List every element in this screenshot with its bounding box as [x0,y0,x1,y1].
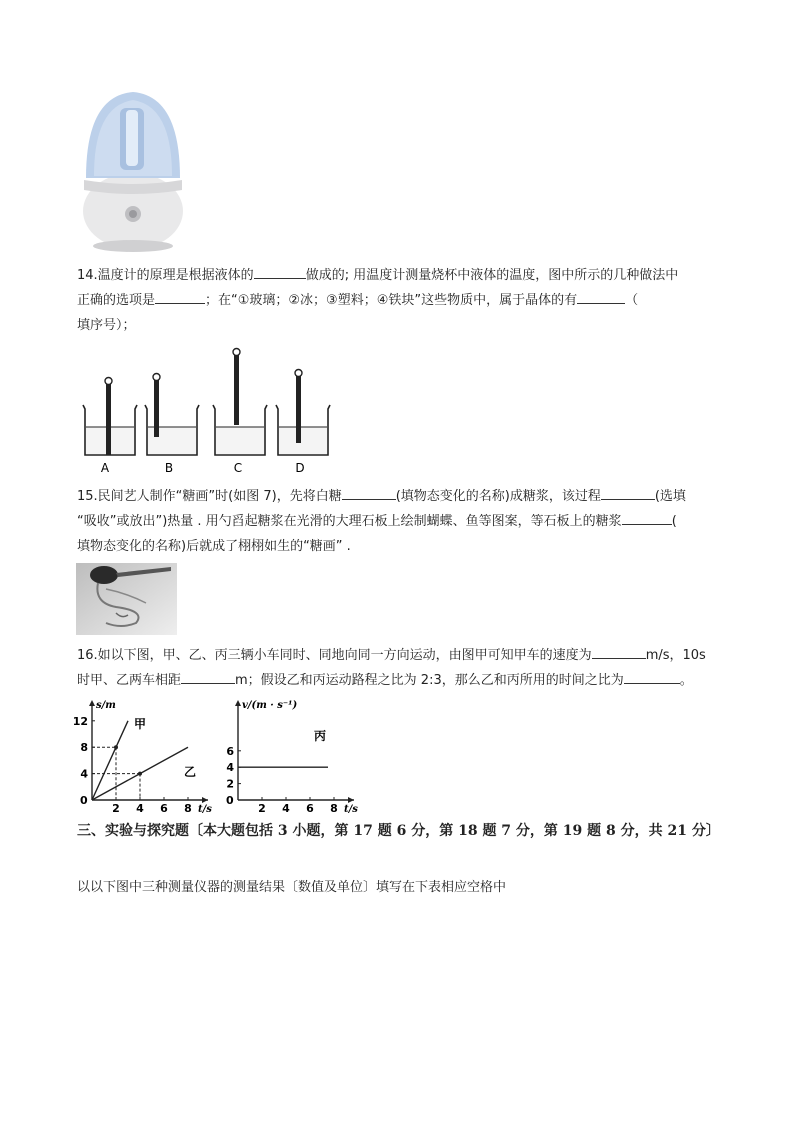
q16-text-1: 16.如以下图，甲、乙、丙三辆小车同时、同地向同一方向运动，由图甲可知甲车的速度为 [77,648,592,663]
x-tick-label: 2 [258,802,266,815]
y-axis-label: v/(m · s⁻¹) [242,700,298,711]
q16-blank-2[interactable] [181,669,235,684]
x-tick-label: 4 [136,802,144,815]
y-axis-arrow [89,700,95,706]
q14-text-4: ；在“①玻璃；②冰；③塑料；④铁块”这些物质中，属于晶体的有 [205,293,578,308]
q14-blank-3[interactable] [577,289,625,304]
question-15 [77,484,717,559]
tick-label-origin: 0 [80,794,88,807]
q16-blank-3[interactable] [624,669,680,684]
beaker-a [83,378,137,456]
series-label: 乙 [184,765,197,779]
x-tick-label: 8 [330,802,338,815]
data-point [114,745,118,749]
q14-text-3: 正确的选项是 [77,293,156,308]
beaker-label-c: C [233,461,243,475]
question-16 [77,643,717,693]
v-t-chart [222,696,372,814]
q14-blank-2[interactable] [155,289,205,304]
x-tick-label: 8 [184,802,192,815]
x-tick-label: 6 [306,802,314,815]
tick-label-origin: 0 [226,794,234,807]
s-t-chart [72,696,226,815]
q15-blank-1[interactable] [342,485,396,500]
y-tick-label: 6 [226,744,234,758]
q15-text-3: (选填 [654,489,686,504]
beaker-b [145,374,199,456]
q15-text-5: ( [671,514,677,529]
question-14 [77,263,717,338]
q15-blank-2[interactable] [601,485,655,500]
y-tick-label: 2 [226,777,234,791]
q15-blank-3[interactable] [622,510,672,525]
q15-text-2: (填物态变化的名称)成糖浆，该过程 [395,489,601,504]
q16-text-4: m；假设乙和丙运动路程之比为 2:3，那么乙和丙所用的时间之比为 [235,673,624,688]
q16-text-2: m/s，10s [645,648,706,663]
q14-text-2: 做成的; 用温度计测量烧杯中液体的温度，图中所示的几种做法中 [305,268,679,283]
x-axis-label: t/s [198,804,212,815]
q14-text-1: 14.温度计的原理是根据液体的 [77,268,254,283]
sugar-painting-image [76,563,177,635]
x-tick-label: 2 [112,802,120,815]
x-axis-arrow [348,797,354,803]
y-axis-label: s/m [96,700,116,711]
q16-blank-1[interactable] [592,644,646,659]
thermometer-beakers-figure [76,345,336,480]
q14-text-5: （ [625,293,639,308]
q16-text-3: 时甲、乙两车相距 [77,673,182,688]
q16-text-5: 。 [679,673,693,688]
series-line [92,721,128,800]
beaker-label-d: D [295,461,305,475]
q15-text-1: 15.民间艺人制作“糖画”时(如图 7)，先将白糖 [77,489,342,504]
data-point [138,772,142,776]
y-tick-label: 8 [80,741,88,755]
y-tick-label: 4 [80,767,88,781]
beaker-label-a: A [100,461,110,475]
beaker-label-b: B [164,461,174,475]
beaker-d [276,370,330,456]
q15-text-4: “吸收”或放出”)热量 . 用勺舀起糖浆在光滑的大理石板上绘制蝴蝶、鱼等图案，等石板上的糖浆 [77,514,622,529]
y-tick-label: 4 [226,761,234,775]
x-tick-label: 4 [282,802,290,815]
x-axis-arrow [202,797,208,803]
q15-text-6: 填物态变化的名称)后就成了栩栩如生的“糖画” . [77,539,351,554]
section-3-instruction: 以以下图中三种测量仪器的测量结果〔数值及单位〕填写在下表相应空格中 [77,880,507,895]
q14-blank-1[interactable] [254,264,306,279]
section-3-heading: 三、实验与探究题〔本大题包括 3 小题，第 17 题 6 分，第 18 题 7 分，第 19 题 8 分，共 21 分〕 [77,823,720,839]
q14-text-6: 填序号）； [77,318,136,333]
series-label: 甲 [134,717,147,731]
humidifier-image [76,86,188,254]
y-tick-label: 12 [72,714,88,728]
series-label: 丙 [314,729,327,743]
y-axis-arrow [235,700,241,706]
x-axis-label: t/s [344,804,358,815]
x-tick-label: 6 [160,802,168,815]
beaker-c [213,349,267,456]
